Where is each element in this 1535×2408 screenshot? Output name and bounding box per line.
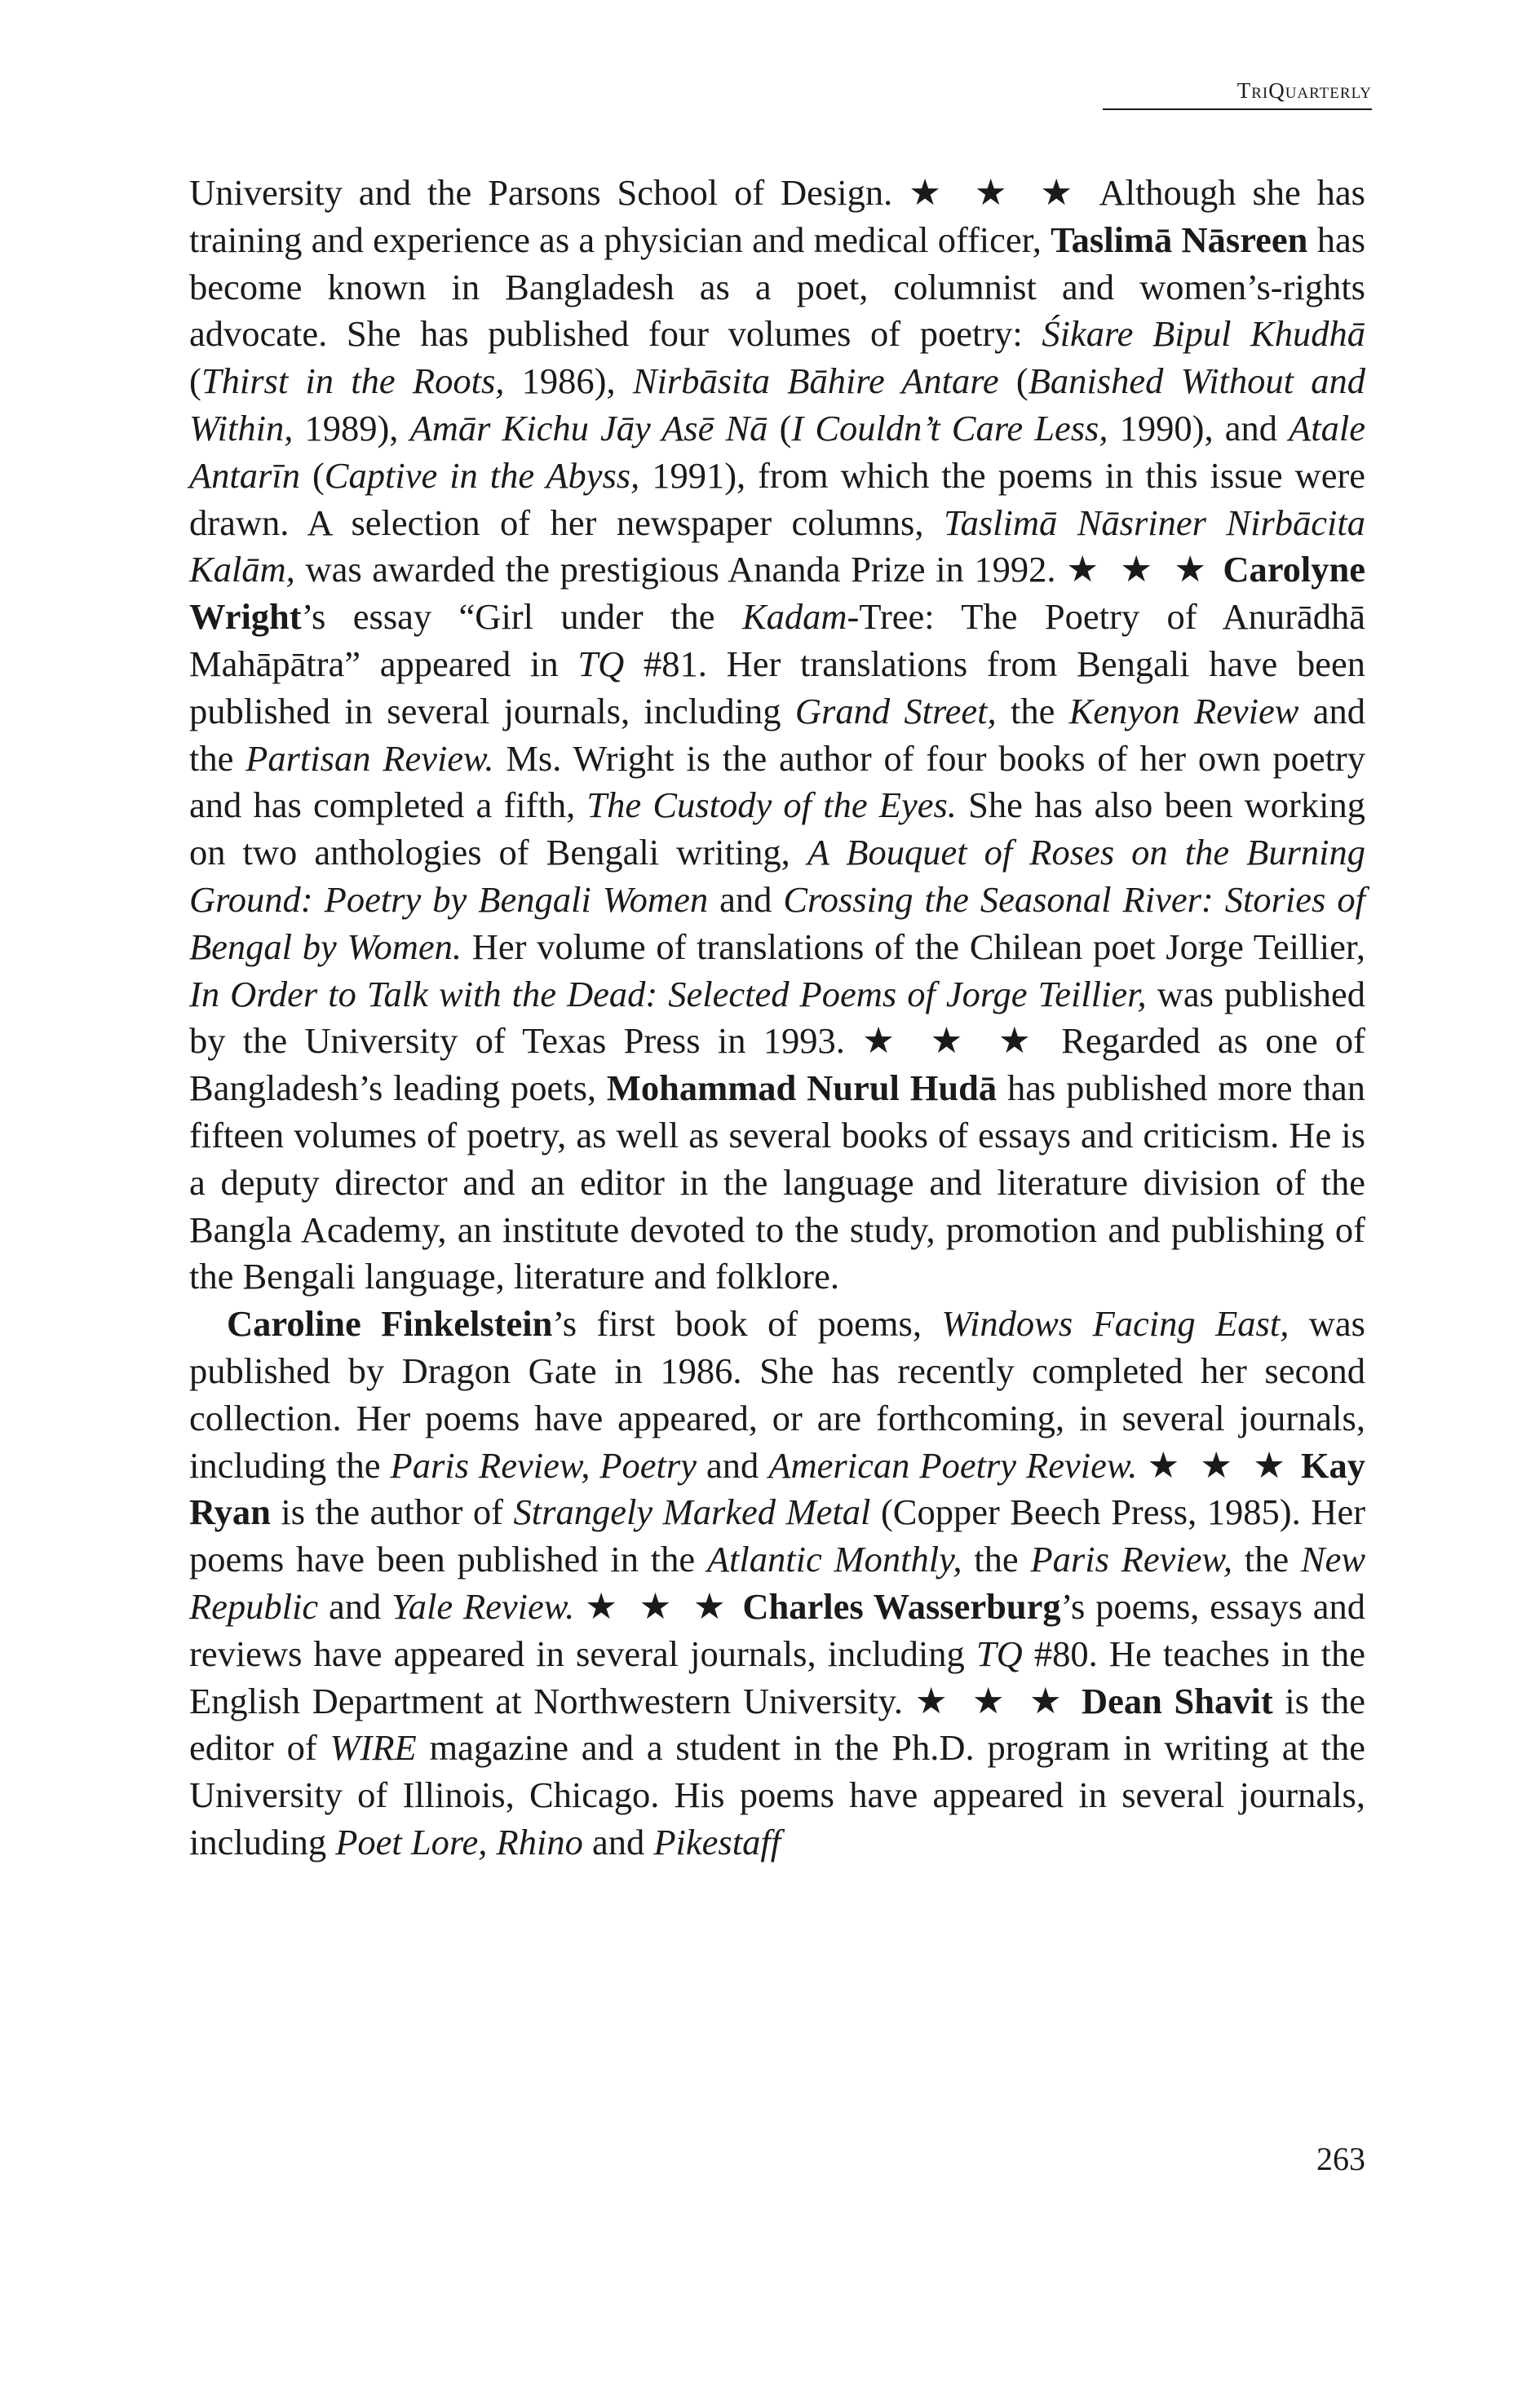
- star-separator: ★ ★ ★: [1147, 1444, 1291, 1486]
- contributor-name: Carolyne Wright: [189, 549, 1366, 638]
- contributor-name: Mohammad Nurul Hudā: [606, 1067, 998, 1109]
- paragraph-contributors-1: University and the Parsons School of Design. ★ ★ ★ Although she has training and experience as a physician and medical officer, Taslimā Nāsreen has become known in Bangladesh as a poet, columnist and women’s-rights advocate. She has published four volumes of poetry: Śikare Bipul Khudhā (Thirst in the Roots, 1986), Nirbāsita Bāhire Antare (Banished Without and Within, 1989), Amār Kichu Jāy Asē Nā (I Couldn’t Care Less, 1990), and Atale Antarīn (Captive in the Abyss, 1991), from which the poems in this issue were drawn. A selection of her newspaper columns, Taslimā Nāsriner Nirbācita Kalām, was awarded the prestigious Ananda Prize in 1992. ★ ★ ★ Carolyne Wright’s essay “Girl under the Kadam-Tree: The Poetry of Anurādhā Mahāpātra” appeared in TQ #81. Her translations from Bengali have been published in several journals, including Grand Street, the Kenyon Review and the Partisan Review. Ms. Wright is the author of four books of her own poetry and has completed a fifth, The Custody of the Eyes. She has also been working on two anthologies of Bengali writing, A Bouquet of Roses on the Burning Ground: Poetry by Bengali Women and Crossing the Seasonal River: Stories of Bengal by Women. Her volume of translations of the Chilean poet Jorge Teillier, In Order to Talk with the Dead: Selected Poems of Jorge Teillier, was published by the University of Texas Press in 1993. ★ ★ ★ Regarded as one of Bangladesh’s leading poets, Mohammad Nurul Hudā has published more than fifteen volumes of poetry, as well as several books of essays and criticism. He is a deputy director and an editor in the language and literature division of the Bangla Academy, an institute devoted to the study, promotion and publishing of the Bengali language, literature and folklore.: [189, 172, 1366, 1297]
- star-separator: ★ ★ ★: [862, 1020, 1044, 1062]
- page-number: 263: [1316, 2141, 1365, 2177]
- contributor-name: Dean Shavit: [1081, 1680, 1273, 1721]
- contributor-name: Caroline Finkelstein: [227, 1303, 553, 1345]
- star-separator: ★ ★ ★: [585, 1585, 732, 1627]
- body-text: [189, 170, 1365, 1867]
- star-separator: ★ ★ ★: [914, 1680, 1070, 1721]
- contributor-name: Taslimā Nāsreen: [1051, 219, 1308, 260]
- running-head: TriQuarterly: [1103, 78, 1372, 110]
- star-separator: ★ ★ ★: [909, 172, 1085, 213]
- contributor-name: Kay Ryan: [189, 1444, 1366, 1533]
- paragraph-contributors-2: Caroline Finkelstein’s first book of poems, Windows Facing East, was published by Dragon Gate in 1986. She has recently completed her second collection. Her poems have appeared, or are forthcoming, in several journals, including the Paris Review, Poetry and American Poetry Review. ★ ★ ★ Kay Ryan is the author of Strangely Marked Metal (Copper Beech Press, 1985). Her poems have been published in the Atlantic Monthly, the Paris Review, the New Republic and Yale Review. ★ ★ ★ Charles Wasserburg’s poems, essays and reviews have appeared in several journals, including TQ #80. He teaches in the English Department at Northwestern University. ★ ★ ★ Dean Shavit is the editor of WIRE magazine and a student in the Ph.D. program in writing at the University of Illinois, Chicago. His poems have appeared in several journals, including Poet Lore, Rhino and Pikestaff: [189, 1303, 1366, 1862]
- contributor-name: Charles Wasserburg: [742, 1585, 1061, 1627]
- star-separator: ★ ★ ★: [1066, 549, 1213, 590]
